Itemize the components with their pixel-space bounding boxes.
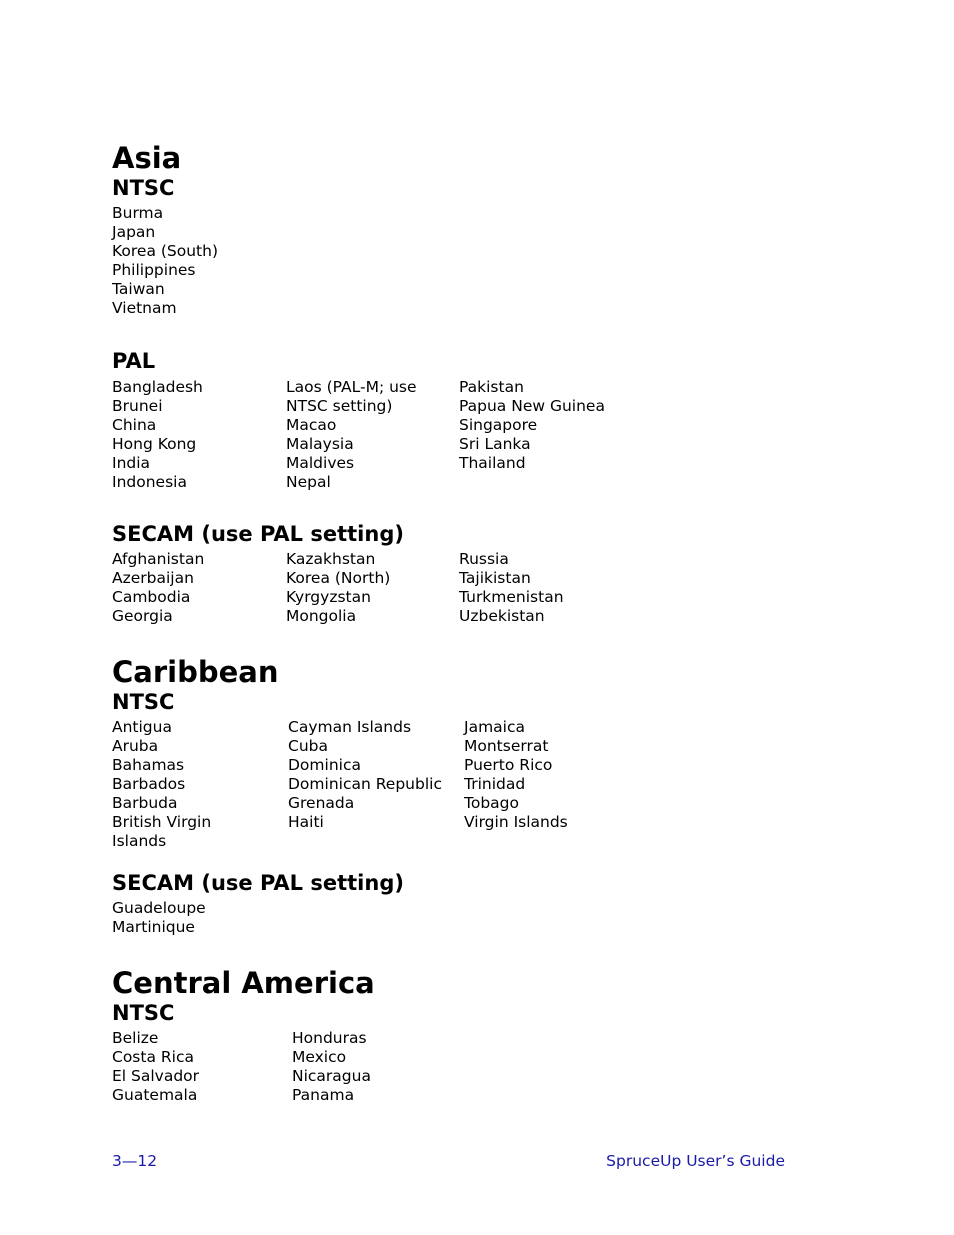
section-heading: SECAM (use PAL setting)	[112, 871, 404, 895]
country-name: Belize	[112, 1029, 159, 1047]
page-number: 3—12	[112, 1152, 158, 1170]
country-name: Kazakhstan	[286, 550, 376, 568]
country-name: Singapore	[459, 416, 538, 434]
country-name: Cuba	[288, 737, 328, 755]
country-name: China	[112, 416, 157, 434]
country-name: Nepal	[286, 473, 331, 491]
country-name: Indonesia	[112, 473, 187, 491]
section-heading: NTSC	[112, 1001, 175, 1025]
country-name: Haiti	[288, 813, 324, 831]
guide-title: SpruceUp User’s Guide	[606, 1152, 785, 1170]
country-name: Bangladesh	[112, 378, 203, 396]
country-column	[112, 378, 203, 492]
country-column	[286, 378, 417, 492]
country-name: Barbados	[112, 775, 186, 793]
country-column	[112, 899, 206, 937]
country-name: Sri Lanka	[459, 435, 531, 453]
country-name: Korea (North)	[286, 569, 391, 587]
country-name: Georgia	[112, 607, 173, 625]
region-heading: Central America	[112, 966, 375, 1000]
country-name: Islands	[112, 832, 167, 850]
country-name: Taiwan	[112, 280, 165, 298]
country-column	[288, 718, 442, 832]
country-name: Turkmenistan	[459, 588, 564, 606]
region-heading: Caribbean	[112, 655, 279, 689]
country-name: NTSC setting)	[286, 397, 393, 415]
country-column	[292, 1029, 371, 1105]
country-column	[459, 378, 605, 473]
country-name: Costa Rica	[112, 1048, 194, 1066]
country-column	[112, 550, 204, 626]
country-name: Korea (South)	[112, 242, 219, 260]
country-name: Grenada	[288, 794, 355, 812]
country-name: El Salvador	[112, 1067, 200, 1085]
country-name: Burma	[112, 204, 164, 222]
country-name: Dominican Republic	[288, 775, 442, 793]
country-column	[112, 1029, 199, 1105]
country-name: Puerto Rico	[464, 756, 553, 774]
country-column	[112, 204, 218, 318]
section-heading: PAL	[112, 349, 156, 373]
country-name: Jamaica	[464, 718, 525, 736]
country-name: India	[112, 454, 151, 472]
country-name: Trinidad	[464, 775, 526, 793]
region-heading: Asia	[112, 141, 182, 175]
country-name: British Virgin	[112, 813, 212, 831]
country-name: Guatemala	[112, 1086, 198, 1104]
country-name: Tajikistan	[459, 569, 531, 587]
country-column	[464, 718, 568, 832]
section-heading: NTSC	[112, 176, 175, 200]
country-name: Aruba	[112, 737, 159, 755]
country-name: Honduras	[292, 1029, 367, 1047]
country-name: Martinique	[112, 918, 195, 936]
country-name: Vietnam	[112, 299, 177, 317]
country-name: Antigua	[112, 718, 172, 736]
country-name: Papua New Guinea	[459, 397, 605, 415]
country-name: Laos (PAL-M; use	[286, 378, 417, 396]
section-heading: SECAM (use PAL setting)	[112, 522, 404, 546]
section-heading: NTSC	[112, 690, 175, 714]
country-name: Azerbaijan	[112, 569, 194, 587]
country-name: Barbuda	[112, 794, 178, 812]
country-name: Afghanistan	[112, 550, 205, 568]
country-name: Maldives	[286, 454, 355, 472]
country-name: Mexico	[292, 1048, 347, 1066]
country-name: Nicaragua	[292, 1067, 371, 1085]
country-name: Virgin Islands	[464, 813, 568, 831]
country-name: Guadeloupe	[112, 899, 206, 917]
country-column	[112, 718, 211, 851]
country-name: Tobago	[464, 794, 519, 812]
country-name: Montserrat	[464, 737, 549, 755]
country-name: Kyrgyzstan	[286, 588, 371, 606]
country-name: Panama	[292, 1086, 355, 1104]
country-name: Bahamas	[112, 756, 185, 774]
country-name: Dominica	[288, 756, 361, 774]
country-name: Philippines	[112, 261, 196, 279]
country-name: Cambodia	[112, 588, 191, 606]
country-name: Hong Kong	[112, 435, 197, 453]
country-name: Macao	[286, 416, 337, 434]
country-name: Japan	[112, 223, 156, 241]
country-name: Russia	[459, 550, 509, 568]
country-name: Mongolia	[286, 607, 357, 625]
country-name: Uzbekistan	[459, 607, 545, 625]
country-name: Pakistan	[459, 378, 524, 396]
country-column	[459, 550, 564, 626]
country-name: Thailand	[459, 454, 526, 472]
country-name: Brunei	[112, 397, 163, 415]
country-column	[286, 550, 390, 626]
country-name: Malaysia	[286, 435, 354, 453]
country-name: Cayman Islands	[288, 718, 412, 736]
